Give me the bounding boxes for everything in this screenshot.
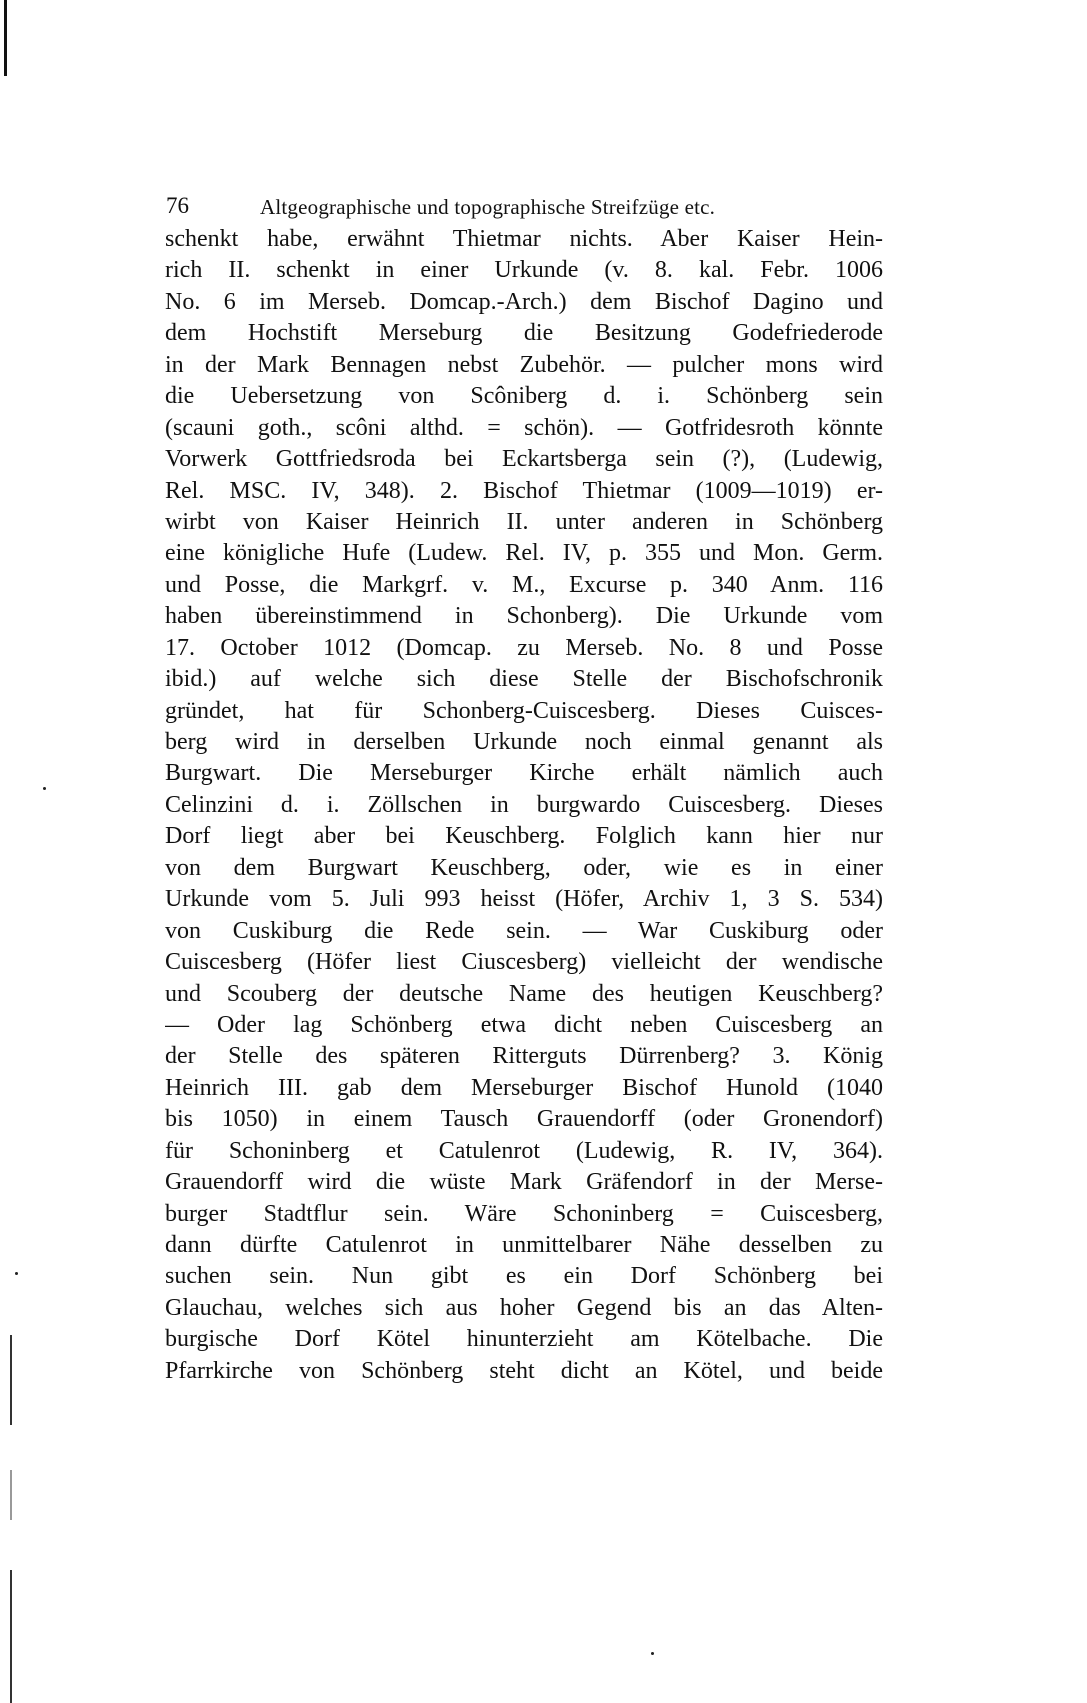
text-line: in der Mark Bennagen nebst Zubehör. — pulcher mons wird xyxy=(165,351,883,378)
scan-edge-mark xyxy=(10,1470,12,1520)
running-title: Altgeographische und topographische Streifzüge etc. xyxy=(260,195,716,219)
text-line: — Oder lag Schönberg etwa dicht neben Cuiscesberg an xyxy=(165,1011,883,1038)
text-line: Pfarrkirche von Schönberg steht dicht an Kötel, und beide xyxy=(165,1357,883,1384)
text-line: Vorwerk Gottfriedsroda bei Eckartsberga sein (?), (Ludewig, xyxy=(165,446,883,473)
text-line: der Stelle des späteren Ritterguts Dürrenberg? 3. König xyxy=(165,1043,883,1070)
body-text xyxy=(165,224,883,1387)
text-line: Celinzini d. i. Zöllschen in burgwardo Cuiscesberg. Dieses xyxy=(165,791,883,818)
scan-edge-mark xyxy=(10,1335,12,1425)
scan-speck xyxy=(15,1272,18,1275)
text-line: ibid.) auf welche sich diese Stelle der Bischofschronik xyxy=(165,666,883,693)
text-line: von Cuskiburg die Rede sein. — War Cuskiburg oder xyxy=(165,917,883,944)
text-line: Cuiscesberg (Höfer liest Ciuscesberg) vielleicht der wendische xyxy=(165,949,883,976)
text-line: 17. October 1012 (Domcap. zu Merseb. No. 8 und Posse xyxy=(165,634,883,661)
text-line: schenkt habe, erwähnt Thietmar nichts. Aber Kaiser Hein- xyxy=(165,226,883,252)
text-line: burgische Dorf Kötel hinunterzieht am Kötelbache. Die xyxy=(165,1326,883,1353)
text-line: eine königliche Hufe (Ludew. Rel. IV, p. 355 und Mon. Germ. xyxy=(165,540,883,567)
text-line: rich II. schenkt in einer Urkunde (v. 8. kal. Febr. 1006 xyxy=(165,257,883,284)
text-line: dann dürfte Catulenrot in unmittelbarer Nähe desselben zu xyxy=(165,1232,883,1258)
text-line: suchen sein. Nun gibt es ein Dorf Schönberg bei xyxy=(165,1263,883,1290)
scan-speck xyxy=(43,787,46,790)
running-header xyxy=(166,193,886,223)
text-line: haben übereinstimmend in Schonberg). Die Urkunde vom xyxy=(165,603,883,630)
text-line: und Posse, die Markgrf. v. M., Excurse p. 340 Anm. 116 xyxy=(165,571,883,598)
text-line: Burgwart. Die Merseburger Kirche erhält nämlich auch xyxy=(165,760,883,787)
text-line: von dem Burgwart Keuschberg, oder, wie es in einer xyxy=(165,854,883,881)
text-line: berg wird in derselben Urkunde noch einmal genannt als xyxy=(165,729,883,755)
text-line: dem Hochstift Merseburg die Besitzung Godefriederode xyxy=(165,320,883,347)
text-line: Rel. MSC. IV, 348). 2. Bischof Thietmar (1009—1019) er- xyxy=(165,477,883,504)
text-line: Glauchau, welches sich aus hoher Gegend bis an das Alten- xyxy=(165,1294,883,1321)
scan-edge-mark xyxy=(10,1570,12,1703)
text-line: gründet, hat für Schonberg-Cuiscesberg. Dieses Cuisces- xyxy=(165,697,883,724)
text-line: und Scouberg der deutsche Name des heutigen Keuschberg? xyxy=(165,980,883,1007)
text-line: (scauni goth., scôni althd. = schön). — Gotfridesroth könnte xyxy=(165,414,883,441)
page-number: 76 xyxy=(166,193,189,218)
text-line: Dorf liegt aber bei Keuschberg. Folglich kann hier nur xyxy=(165,823,883,850)
text-line: burger Stadtflur sein. Wäre Schoninberg = Cuiscesberg, xyxy=(165,1200,883,1227)
text-line: Heinrich III. gab dem Merseburger Bischof Hunold (1040 xyxy=(165,1074,883,1101)
text-line: No. 6 im Merseb. Domcap.-Arch.) dem Bischof Dagino und xyxy=(165,288,883,315)
scan-edge-mark xyxy=(4,0,7,76)
text-line: für Schoninberg et Catulenrot (Ludewig, R. IV, 364). xyxy=(165,1137,883,1164)
text-line: wirbt von Kaiser Heinrich II. unter anderen in Schönberg xyxy=(165,508,883,535)
text-line: die Uebersetzung von Scôniberg d. i. Schönberg sein xyxy=(165,383,883,410)
text-line: Urkunde vom 5. Juli 993 heisst (Höfer, Archiv 1, 3 S. 534) xyxy=(165,886,883,913)
text-line: bis 1050) in einem Tausch Grauendorff (oder Gronendorf) xyxy=(165,1106,883,1133)
scan-speck xyxy=(651,1652,654,1655)
text-line: Grauendorff wird die wüste Mark Gräfendorf in der Merse- xyxy=(165,1169,883,1196)
